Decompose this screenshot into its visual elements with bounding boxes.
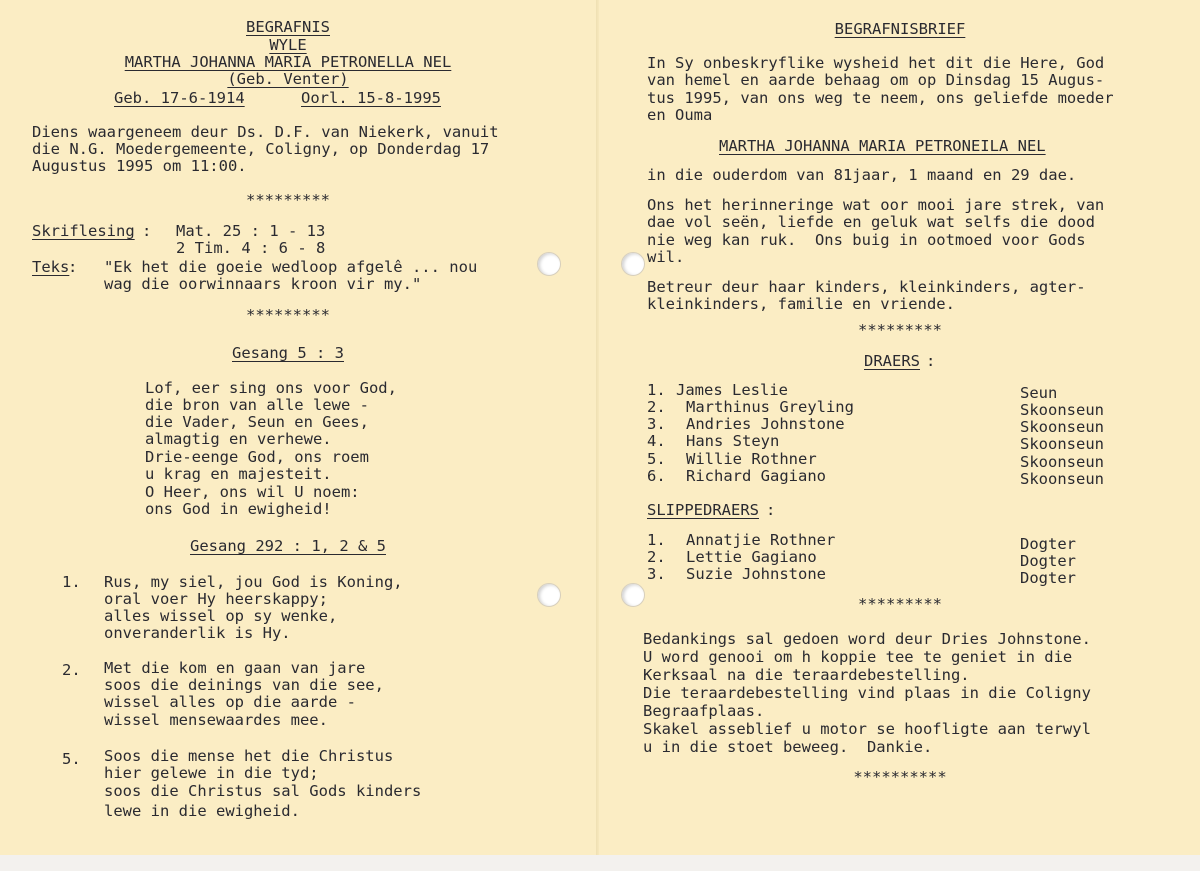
separator-stars: ********* — [858, 321, 942, 339]
item-number: 2. — [647, 398, 666, 416]
closing-line: Begraafplaas. — [643, 702, 765, 720]
verse-line: wissel alles op die aarde - — [104, 693, 356, 711]
pallbearers-title: SLIPPEDRAERS — [647, 501, 759, 519]
item-name: Lettie Gagiano — [686, 548, 817, 566]
item-name: Suzie Johnstone — [686, 565, 826, 583]
page-title: BEGRAFNISBRIEF — [834, 20, 966, 38]
verse-line: soos die Christus sal Gods kinders — [104, 782, 422, 800]
hymn-title: Gesang 5 : 3 — [232, 344, 344, 362]
intro-line: van hemel en aarde behaag om op Dinsdag 15 Augus- — [647, 71, 1105, 89]
closing-line: Bedankings sal gedoen word deur Dries Johnstone. — [643, 630, 1091, 648]
item-relation: Seun — [1020, 384, 1058, 402]
item-relation: Skoonseun — [1020, 453, 1104, 471]
closing-line: Kerksaal na die teraardebestelling. — [643, 666, 970, 684]
bearers-title: DRAERS — [864, 352, 920, 370]
item-name: Hans Steyn — [686, 432, 780, 450]
intro-line: en Ouma — [647, 106, 713, 124]
scan-margin — [0, 855, 1200, 871]
closing-line: U word genooi om h koppie tee te geniet in die — [643, 648, 1073, 666]
scripture-label: Skriflesing — [32, 222, 135, 240]
closing-line: Skakel asseblief u motor se hoofligte aan terwyl — [643, 720, 1091, 738]
item-relation: Skoonseun — [1020, 418, 1104, 436]
punch-hole-icon — [621, 583, 645, 607]
item-number: 5. — [647, 450, 666, 468]
center-fold — [596, 0, 599, 855]
deceased-name: MARTHA JOHANNA MARIA PETRONELLA NEL — [124, 53, 452, 71]
verse-number: 2. — [62, 661, 81, 679]
item-relation: Dogter — [1020, 552, 1076, 570]
closing-line: u in die stoet beweeg. Dankie. — [643, 738, 933, 756]
verse-line: Soos die mense het die Christus — [104, 747, 394, 765]
item-name: Marthinus Greyling — [686, 398, 854, 416]
hymn-line: ons God in ewigheid! — [145, 500, 332, 518]
separator-stars: ********* — [246, 306, 330, 324]
verse-number: 5. — [62, 750, 81, 768]
hymn-line: O Heer, ons wil U noem: — [145, 483, 360, 501]
verse-line: Met die kom en gaan van jare — [104, 659, 366, 677]
item-name: Willie Rothner — [686, 450, 817, 468]
item-number: 1. — [647, 531, 666, 549]
wyle-label: WYLE — [269, 36, 307, 54]
verse-line: lewe in die ewigheid. — [104, 802, 300, 820]
item-name: Annatjie Rothner — [686, 531, 836, 549]
hymn-title: Gesang 292 : 1, 2 & 5 — [190, 537, 386, 555]
memories-line: dae vol seën, liefde en geluk wat selfs die dood — [647, 213, 1095, 231]
verse-line: hier gelewe in die tyd; — [104, 764, 319, 782]
item-number: 3. — [647, 565, 666, 583]
scripture-colon: : — [142, 222, 152, 240]
separator-stars: ********* — [858, 595, 942, 613]
hymn-line: Lof, eer sing ons voor God, — [145, 379, 397, 397]
hymn-line: die Vader, Seun en Gees, — [145, 413, 369, 431]
scripture-reading-2: 2 Tim. 4 : 6 - 8 — [176, 239, 326, 257]
hymn-line: u krag en majesteit. — [145, 465, 332, 483]
intro-line: tus 1995, van ons weg te neem, ons geliefde moeder — [647, 89, 1114, 107]
hymn-line: die bron van alle lewe - — [145, 396, 369, 414]
item-number: 2. — [647, 548, 666, 566]
death-date: Oorl. 15-8-1995 — [301, 89, 441, 107]
scripture-reading-1: Mat. 25 : 1 - 13 — [176, 222, 326, 240]
separator-stars: ********** — [853, 768, 947, 786]
item-name: Richard Gagiano — [686, 467, 826, 485]
item-name: James Leslie — [676, 381, 788, 399]
deceased-name: MARTHA JOHANNA MARIA PETRONEILA NEL — [719, 137, 1046, 155]
page-title: BEGRAFNIS — [246, 18, 330, 36]
verse-line: oral voer Hy heerskappy; — [104, 590, 328, 608]
item-number: 3. — [647, 415, 666, 433]
closing-line: Die teraardebestelling vind plaas in die Coligny — [643, 684, 1091, 702]
service-line: Augustus 1995 om 11:00. — [32, 157, 247, 175]
separator-stars: ********* — [246, 191, 330, 209]
verse-line: wissel mensewaardes mee. — [104, 711, 328, 729]
item-number: 6. — [647, 467, 666, 485]
text-verse-2: wag die oorwinnaars kroon vir my." — [104, 275, 422, 293]
text-verse-1: "Ek het die goeie wedloop afgelê ... nou — [104, 258, 478, 276]
bearers-colon: : — [926, 352, 936, 370]
item-name: Andries Johnstone — [686, 415, 845, 433]
hymn-line: almagtig en verhewe. — [145, 430, 332, 448]
item-relation: Skoonseun — [1020, 401, 1104, 419]
punch-hole-icon — [621, 252, 645, 276]
mourned-line: kleinkinders, familie en vriende. — [647, 295, 955, 313]
item-number: 1. — [647, 381, 666, 399]
item-relation: Skoonseun — [1020, 470, 1104, 488]
memories-line: wil. — [647, 248, 685, 266]
item-number: 4. — [647, 432, 666, 450]
intro-line: In Sy onbeskryflike wysheid het dit die Here, God — [647, 54, 1105, 72]
punch-hole-icon — [537, 583, 561, 607]
service-line: die N.G. Moedergemeente, Coligny, op Donderdag 17 — [32, 140, 490, 158]
verse-line: alles wissel op sy wenke, — [104, 607, 338, 625]
age-line: in die ouderdom van 81jaar, 1 maand en 29 dae. — [647, 166, 1077, 184]
maiden-name: (Geb. Venter) — [227, 70, 349, 88]
text-label: Teks — [32, 258, 70, 276]
punch-hole-icon — [537, 252, 561, 276]
service-line: Diens waargeneem deur Ds. D.F. van Niekerk, vanuit — [32, 123, 499, 141]
verse-line: Rus, my siel, jou God is Koning, — [104, 573, 403, 591]
memories-line: nie weg kan ruk. Ons buig in ootmoed voor Gods — [647, 231, 1086, 249]
memories-line: Ons het herinneringe wat oor mooi jare strek, van — [647, 196, 1105, 214]
item-relation: Dogter — [1020, 535, 1076, 553]
verse-number: 1. — [62, 573, 81, 591]
text-colon: : — [68, 258, 78, 276]
item-relation: Dogter — [1020, 569, 1076, 587]
verse-line: onveranderlik is Hy. — [104, 624, 291, 642]
pallbearers-colon: : — [766, 501, 776, 519]
mourned-line: Betreur deur haar kinders, kleinkinders, agter- — [647, 278, 1086, 296]
hymn-line: Drie-eenge God, ons roem — [145, 448, 369, 466]
verse-line: soos die deinings van die see, — [104, 676, 384, 694]
item-relation: Skoonseun — [1020, 435, 1104, 453]
birth-date: Geb. 17-6-1914 — [114, 89, 245, 107]
